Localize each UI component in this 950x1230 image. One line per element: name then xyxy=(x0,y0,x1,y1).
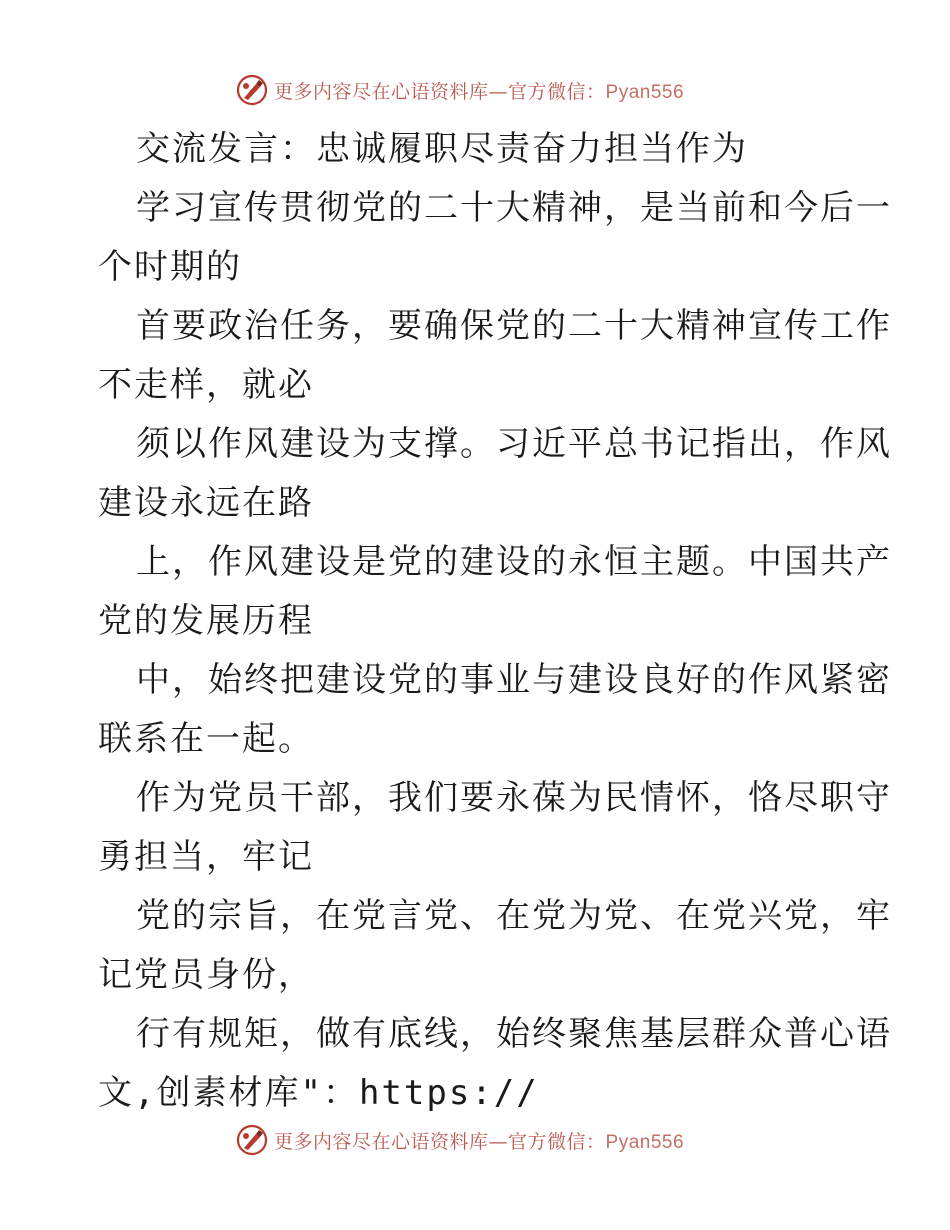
document-body xyxy=(98,120,892,1123)
paragraph-line: 不走样，就必 xyxy=(98,365,314,405)
document-title-line: 交流发言：忠诚履职尽责奋力担当作为 xyxy=(136,129,748,169)
header-wechat-id: Pyan556 xyxy=(605,81,685,103)
pen-logo-icon xyxy=(236,74,268,106)
pen-logo-icon xyxy=(236,1124,268,1156)
paragraph-line: 联系在一起。 xyxy=(98,719,314,759)
header-banner xyxy=(0,72,950,108)
paragraph-line: 须以作风建设为支撑。习近平总书记指出，作风 xyxy=(136,424,892,464)
footer-banner-text xyxy=(274,1127,684,1154)
paragraph-line: 上，作风建设是党的建设的永恒主题。中国共产 xyxy=(136,542,892,582)
footer-wechat-id: Pyan556 xyxy=(605,1131,685,1153)
paragraph-line: 作为党员干部，我们要永葆为民情怀，恪尽职守 xyxy=(136,778,892,818)
header-banner-content xyxy=(236,72,684,108)
paragraph-line: 党的宗旨，在党言党、在党为党、在党兴党，牢 xyxy=(136,896,892,936)
header-wechat-label: 官方微信： xyxy=(508,80,606,103)
paragraph-line: 学习宣传贯彻党的二十大精神，是当前和今后一 xyxy=(136,188,892,228)
header-site-text: 更多内容尽在心语资料库 xyxy=(274,80,489,103)
header-dash: — xyxy=(488,80,509,103)
paragraph-line: 党的发展历程 xyxy=(98,601,314,641)
footer-site-text: 更多内容尽在心语资料库 xyxy=(274,1130,489,1153)
footer-wechat-label: 官方微信： xyxy=(508,1130,606,1153)
paragraph-line: 建设永远在路 xyxy=(98,483,314,523)
paragraph-line: 文,创素材库"：https:// xyxy=(98,1073,539,1113)
paragraph-line: 行有规矩，做有底线，始终聚焦基层群众普心语 xyxy=(136,1014,892,1054)
paragraph-line: 中，始终把建设党的事业与建设良好的作风紧密 xyxy=(136,660,892,700)
header-banner-text xyxy=(274,77,684,104)
paragraph-line: 个时期的 xyxy=(98,247,242,287)
footer-banner xyxy=(0,1122,950,1158)
paragraph-line: 首要政治任务，要确保党的二十大精神宣传工作 xyxy=(136,306,892,346)
footer-banner-content xyxy=(236,1122,684,1158)
paragraph-line: 记党员身份， xyxy=(98,955,314,995)
paragraph-line: 勇担当，牢记 xyxy=(98,837,314,877)
footer-dash: — xyxy=(488,1130,509,1153)
